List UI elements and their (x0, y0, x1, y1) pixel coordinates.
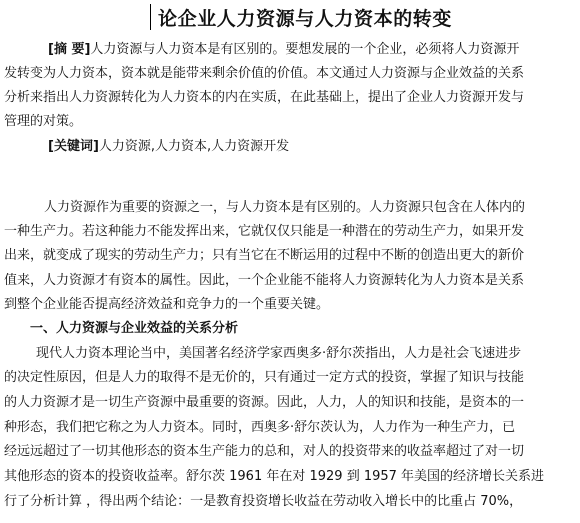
intro-line-3: 出来，就变成了现实的劳动生产力；只有当它在不断运用的过程中不断的创造出更大的新价 (4, 248, 525, 263)
section-1-line-4: 种形态，我们把它称之为人力资本。同时，西奥多·舒尔茨认为，人力作为一种生产力，已 (4, 420, 516, 435)
intro-line-2: 一种生产力。若这种能力不能发挥出来，它就仅仅只能是一种潜在的劳动生产力，如果开发 (4, 224, 525, 239)
intro-line-4: 值来，人力资源才有资本的属性。因此，一个企业能不能将人力资源转化为人力资本是关系 (4, 273, 525, 288)
section-1-heading: 一、人力资源与企业效益的关系分析 (30, 321, 239, 336)
abstract-line-3: 分析来指出人力资源转化为人力资本的内在实质，在此基础上，提出了企业人力资源开发与 (4, 90, 525, 105)
keywords-text: 人力资源,人力资本,人力资源开发 (98, 139, 290, 154)
intro-line-5: 到整个企业能否提高经济效益和竞争力的一个重要关键。 (4, 297, 330, 312)
section-1-line-3: 的人力资源才是一切生产资源中最重要的资源。因此，人力，人的知识和技能，是资本的一 (4, 395, 525, 410)
section-1-line-6: 其他形态的资本的投资收益率。舒尔茨 1961 年在对 1929 到 1957 年美国的经济增长关系进 (4, 469, 545, 484)
abstract-line-2: 发转变为人力资本，资本就是能带来剩余价值的价值。本文通过人力资源与企业效益的关系 (4, 66, 525, 81)
section-1-line-1: 现代人力资本理论当中，美国著名经济学家西奥多·舒尔茨指出，人力是社会飞速进步 (36, 346, 522, 361)
article-title: 论企业人力资源与人力资本的转变 (158, 8, 453, 30)
keywords-line (4, 136, 576, 158)
intro-line-1: 人力资源作为重要的资源之一，与人力资本是有区别的。人力资源只包含在人体内的 (44, 200, 526, 215)
keywords-label: [关键词] (48, 139, 99, 154)
abstract-text-1: 人力资源与人力资本是有区别的。要想发展的一个企业，必须将人力资源开 (90, 42, 520, 57)
abstract-line-1 (4, 39, 576, 61)
section-1-line-5: 经远远超过了一切其他形态的资本生产能力的总和，对人的投资带来的收益率超过了对一切 (4, 444, 525, 459)
abstract-label: [摘 要] (48, 42, 91, 57)
section-1-line-2: 的决定性原因，但是人力的取得不是无价的，只有通过一定方式的投资，掌握了知识与技能 (4, 370, 525, 385)
section-1-line-7: 行了分析计算 ，得出两个结论：一是教育投资增长收益在劳动收入增长中的比重占 70%， (4, 494, 523, 509)
abstract-line-4: 管理的对策。 (4, 114, 83, 129)
text-cursor (150, 4, 151, 30)
